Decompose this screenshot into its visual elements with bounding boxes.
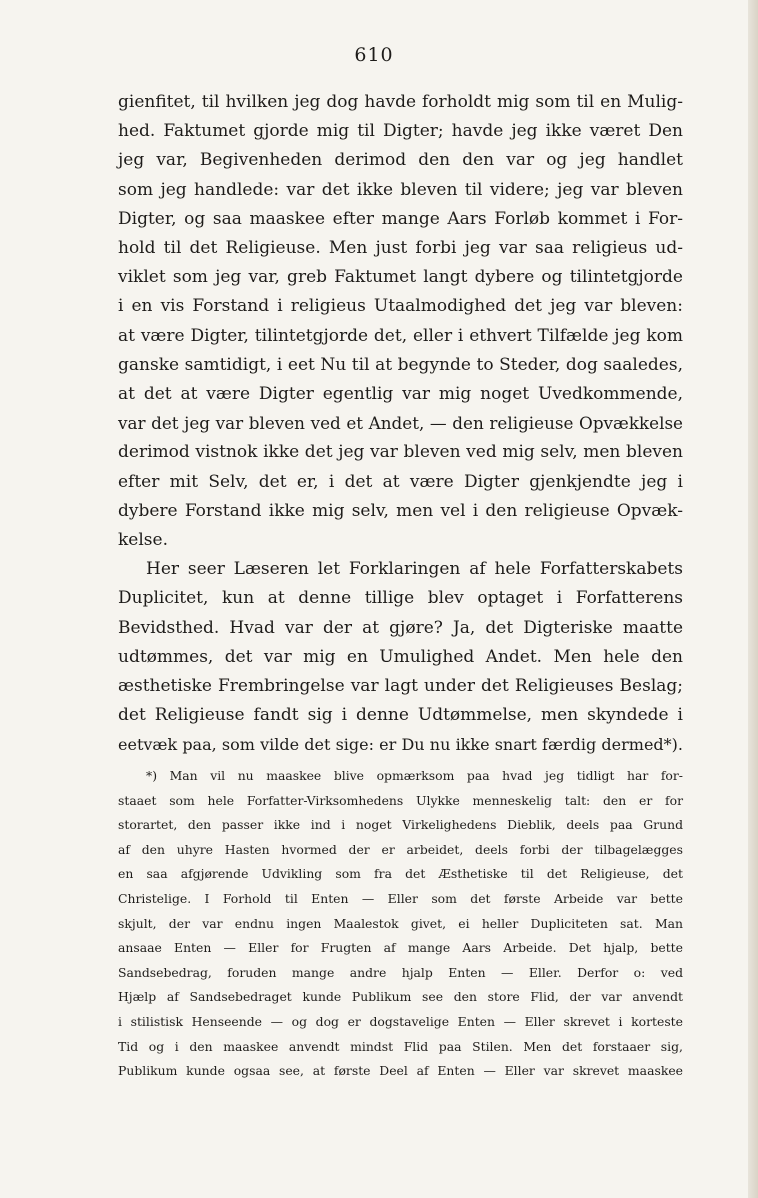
footnote-line: ansaae Enten — Eller for Frugten af mange Aars Arbeide. Det hjalp, bette: [118, 940, 683, 956]
text-line: dybere Forstand ikke mig selv, men vel i den religieuse Opvæk-: [118, 500, 683, 521]
text-line: efter mit Selv, det er, i det at være Digter gjenkjendte jeg i: [118, 471, 683, 492]
footnote-line: i stilistisk Henseende — og dog er dogstavelige Enten — Eller skrevet i korteste: [118, 1013, 683, 1029]
text-line: ganske samtidigt, i eet Nu til at begynde to Steder, dog saaledes,: [118, 354, 683, 375]
text-line: gienfitet, til hvilken jeg dog havde forholdt mig som til en Mulig-: [118, 92, 683, 112]
footnote-line: *) Man vil nu maaskee blive opmærksom paa hvad jeg tidligt har for-: [146, 768, 683, 783]
page-edge: [748, 0, 758, 1198]
text-line: som jeg handlede: var det ikke bleven til videre; jeg var bleven: [118, 179, 683, 200]
footnote-line: af den uhyre Hasten hvormed der er arbeidet, deels forbi der tilbagelægges: [118, 841, 683, 857]
main-text: [118, 88, 683, 760]
footnote-line: storartet, den passer ikke ind i noget Virkelighedens Dieblik, deels paa Grund: [118, 817, 683, 833]
footnote-line: staaet som hele Forfatter-Virksomhedens Ulykke menneskelig talt: den er for: [118, 792, 683, 808]
text-line: viklet som jeg var, greb Faktumet langt dybere og tilintetgjorde: [118, 267, 683, 288]
text-line: i en vis Forstand i religieus Utaalmodighed det jeg var bleven:: [118, 296, 683, 317]
text-line: at være Digter, tilintetgjorde det, eller i ethvert Tilfælde jeg kom: [118, 325, 683, 346]
text-line: eetvæk paa, som vilde det sige: er Du nu ikke snart færdig dermed*).: [118, 735, 683, 755]
text-line: derimod vistnok ikke det jeg var bleven ved mig selv, men bleven: [118, 442, 683, 463]
text-line: æsthetiske Frembringelse var lagt under det Religieuses Beslag;: [118, 676, 683, 697]
text-line: at det at være Digter egentlig var mig noget Uvedkommende,: [118, 384, 683, 405]
text-line: Bevidsthed. Hvad var der at gjøre? Ja, det Digteriske maatte: [118, 617, 683, 638]
text-line: Duplicitet, kun at denne tillige blev optaget i Forfatterens: [118, 588, 683, 609]
text-line: var det jeg var bleven ved et Andet, — den religieuse Opvækkelse: [118, 413, 683, 434]
text-line: kelse.: [118, 530, 168, 551]
footnote: [118, 764, 683, 1084]
footnote-line: en saa afgjørende Udvikling som fra det Æsthetiske til det Religieuse, det: [118, 866, 683, 882]
footnote-line: Publikum kunde ogsaa see, at første Deel af Enten — Eller var skrevet maaskee: [118, 1063, 683, 1079]
text-line: jeg var, Begivenheden derimod den den var og jeg handlet: [118, 150, 683, 171]
text-line: hed. Faktumet gjorde mig til Digter; havde jeg ikke været Den: [118, 121, 683, 142]
footnote-line: Tid og i den maaskee anvendt mindst Flid paa Stilen. Men det forstaaer sig,: [118, 1038, 683, 1054]
footnote-line: Hjælp af Sandsebedraget kunde Publikum see den store Flid, der var anvendt: [118, 989, 683, 1005]
text-line: Digter, og saa maaskee efter mange Aars Forløb kommet i For-: [118, 208, 683, 229]
text-line: hold til det Religieuse. Men just forbi jeg var saa religieus ud-: [118, 238, 683, 259]
footnote-line: Christelige. I Forhold til Enten — Eller som det første Arbeide var bette: [118, 890, 683, 906]
text-line: det Religieuse fandt sig i denne Udtømmelse, men skyndede i: [118, 705, 683, 726]
footnote-line: skjult, der var endnu ingen Maalestok givet, ei heller Dupliciteten sat. Man: [118, 915, 683, 931]
text-line: Her seer Læseren let Forklaringen af hele Forfatterskabets: [146, 559, 683, 580]
footnote-line: Sandsebedrag, foruden mange andre hjalp Enten — Eller. Derfor o: ved: [118, 964, 683, 980]
text-line: udtømmes, det var mig en Umulighed Andet. Men hele den: [118, 646, 683, 667]
page-number: 610: [354, 44, 394, 66]
